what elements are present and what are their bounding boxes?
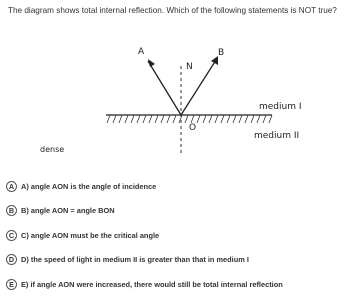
option-d[interactable]: [6, 252, 346, 268]
option-e-text: E) if angle AON were increased, there would still be total internal reflection: [21, 279, 283, 289]
option-a-text: A) angle AON is the angle of incidence: [21, 181, 157, 191]
option-b[interactable]: [6, 203, 346, 219]
option-c-text: C) angle AON must be the critical angle: [21, 230, 160, 240]
label-a: A: [138, 47, 145, 57]
question-text: The diagram shows total internal reflection. Which of the following statements is NOT true?: [8, 6, 337, 15]
label-o: O: [189, 123, 197, 133]
option-b-letter: B: [6, 205, 17, 216]
incident-ray-arrowhead: [148, 59, 155, 67]
reflection-diagram: [40, 40, 340, 160]
option-a-letter: A: [6, 181, 17, 192]
label-n: N: [186, 62, 193, 72]
option-d-text: D) the speed of light in medium II is greater than that in medium I: [21, 255, 249, 264]
reflected-ray-arrowhead: [211, 56, 218, 65]
option-c[interactable]: [6, 227, 346, 243]
option-d-letter: D: [6, 254, 17, 265]
incident-ray: [148, 61, 181, 115]
option-c-letter: C: [6, 230, 17, 241]
label-medium-1: medium I: [259, 102, 302, 112]
option-e-letter: E: [6, 279, 17, 290]
label-b: B: [218, 48, 225, 58]
label-denser: dense: [40, 145, 65, 154]
boundary-hatching: [107, 115, 272, 123]
label-medium-2: medium II: [254, 131, 300, 141]
option-b-text: B) angle AON = angle BON: [21, 206, 115, 215]
option-a[interactable]: [6, 178, 346, 194]
option-e[interactable]: [6, 276, 346, 292]
answer-options: [6, 178, 346, 301]
